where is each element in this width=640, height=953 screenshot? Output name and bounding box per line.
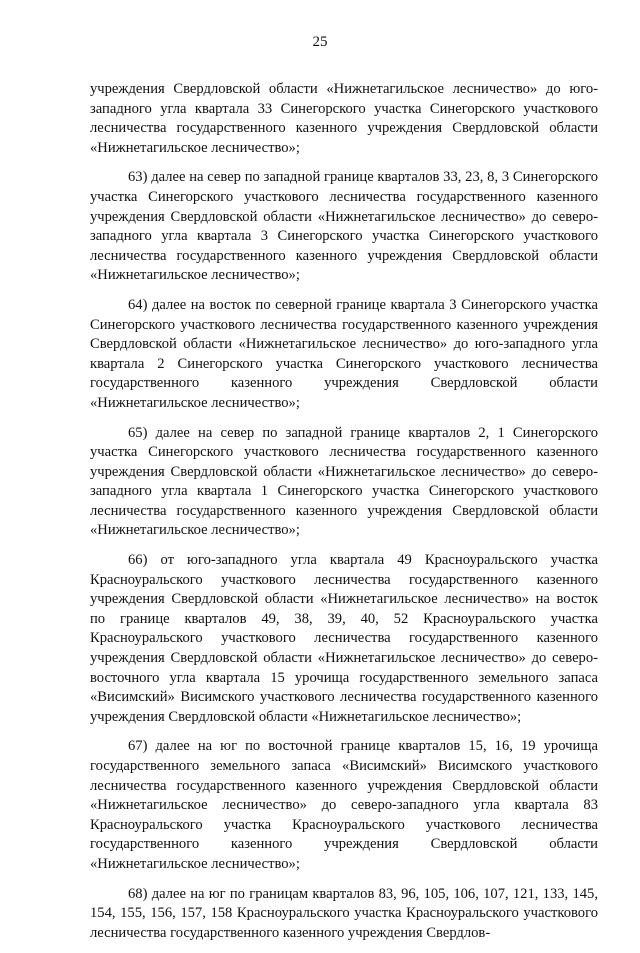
paragraph-continuation: учреждения Свердловской области «Нижнетагильское лесничество» до юго-западного угла квартала 33 Синегорского участка Синегорского участкового лесничества государственного казенного учреждения Свердловской области «Нижнетагильское лесничество»; xyxy=(90,81,598,156)
paragraph-item-65: 65) далее на север по западной границе кварталов 2, 1 Синегорского участка Синегорского участкового лесничества государственного казенного учреждения Свердловской области «Нижнетагильское лесничество» до северо-западного угла квартала 1 Синегорского участка Синегорского участкового лесничества государственного казенного учреждения Свердловской области «Нижнетагильское лесничество»; xyxy=(90,424,598,539)
paragraph-item-63: 63) далее на север по западной границе кварталов 33, 23, 8, 3 Синегорского участка Синегорского участкового лесничества государственного казенного учреждения Свердловской области «Нижнетагильское лесничество» до северо-западного угла квартала 3 Синегорского участка Синегорского участкового лесничества государственного казенного учреждения Свердловской области «Нижнетагильское лесничество»; xyxy=(90,169,598,284)
paragraph-item-67: 67) далее на юг по восточной границе кварталов 15, 16, 19 урочища государственного земельного запаса «Висимский» Висимского участкового лесничества государственного казенного учреждения Свердловской области «Нижнетагильское лесничество» до северо-западного угла квартала 83 Красноуральского участка Красноуральского участкового лесничества государственного казенного учреждения Свердловской области «Нижнетагильское лесничество»; xyxy=(90,738,598,872)
page-number: 25 xyxy=(312,34,328,50)
paragraph-item-64: 64) далее на восток по северной границе квартала 3 Синегорского участка Синегорского участкового лесничества государственного казенного учреждения Свердловской области «Нижнетагильское лесничество» до юго-западного угла квартала 2 Синегорского участка Синегорского участкового лесничества государственного казенного учреждения Свердловской области «Нижнетагильское лесничество»; xyxy=(90,296,598,411)
paragraph-item-66: 66) от юго-западного угла квартала 49 Красноуральского участка Красноуральского участкового лесничества государственного казенного учреждения Свердловской области «Нижнетагильское лесничество» на восток по границе кварталов 49, 38, 39, 40, 52 Красноуральского участка Красноуральского участкового лесничества государственного казенного учреждения Свердловской области «Нижнетагильское лесничество» до северо-восточного угла квартала 15 урочища государственного земельного запаса «Висимский» Висимского участкового лесничества государственного казенного учреждения Свердловской области «Нижнетагильское лесничество»; xyxy=(90,552,598,725)
paragraph-item-68: 68) далее на юг по границам кварталов 83, 96, 105, 106, 107, 121, 133, 145, 154, 155, 156, 157, 158 Красноуральского участка Красноуральского участкового лесничества государственного казенного учреждения Свердлов- xyxy=(90,885,598,941)
document-body xyxy=(90,80,598,953)
